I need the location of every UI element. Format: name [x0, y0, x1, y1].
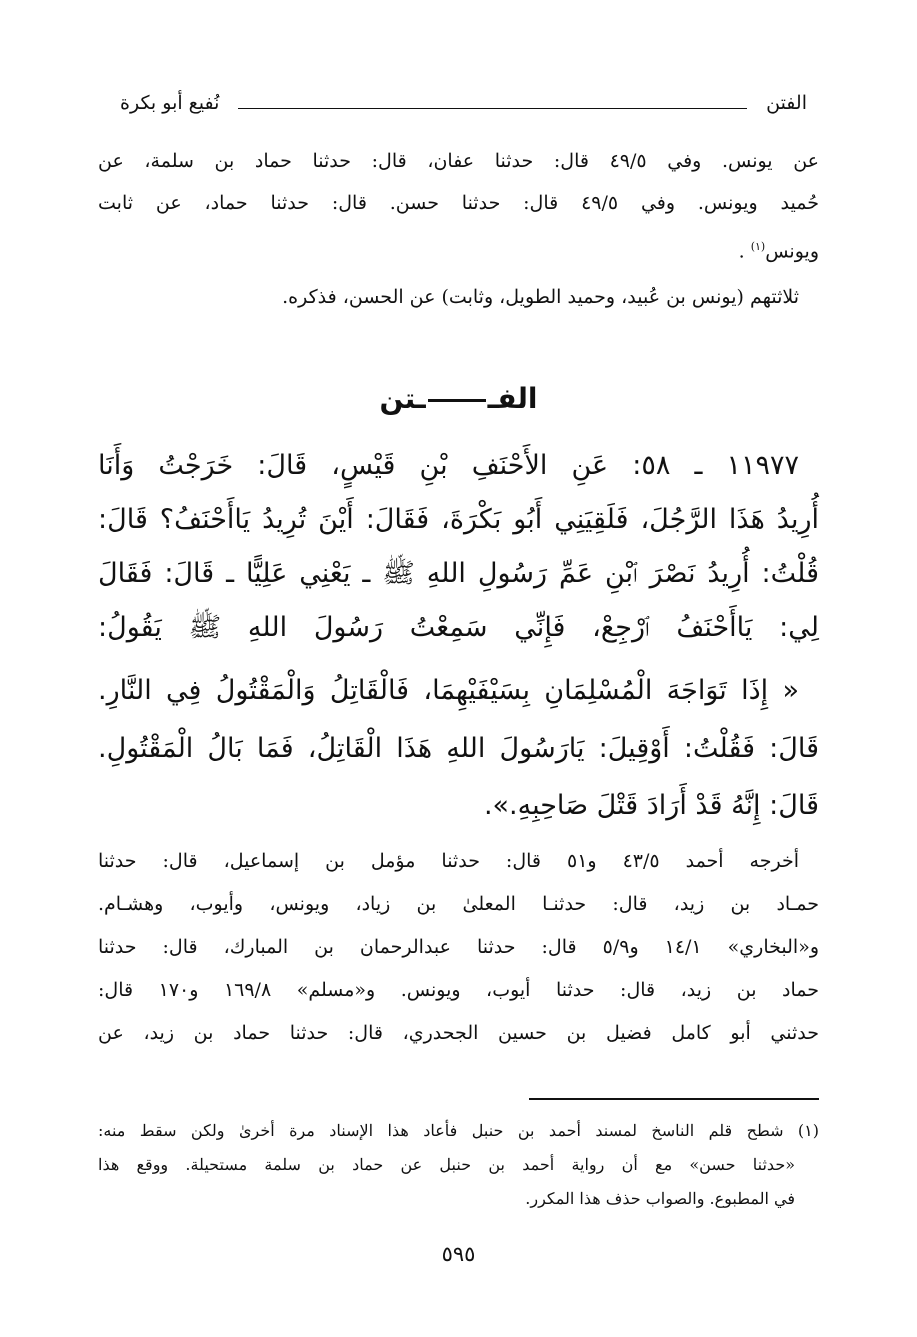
- text-line: حُميد ويونس. وفي ٤٩/٥ قال: حدثنا حسن. قال: حدثنا حماد، عن ثابت: [98, 192, 819, 214]
- prophetic-quote-line: « إِذَا تَوَاجَهَ الْمُسْلِمَانِ بِسَيْفَيْهِمَا، فَالْقَاتِلُ وَالْمَقْتُولُ فِي النَّارِ.: [98, 675, 799, 706]
- chapter-title: [0, 382, 917, 415]
- hadith-line: أُرِيدُ هَذَا الرَّجُلَ، فَلَقِيَنِي أَبُو بَكْرَةَ، فَقَالَ: أَيْنَ تُرِيدُ يَاأَحْنَفُ؟ قَالَ:: [98, 504, 819, 535]
- takhrij-line: حمـاد بن زيد، قال: حدثنـا المعلىٰ بن زياد، ويونس، وأيوب، وهشـام.: [98, 893, 819, 915]
- footnote-marker: (١): [750, 240, 766, 253]
- hadith-line: قُلْتُ: أُرِيدُ نَصْرَ ٱبْنِ عَمِّ رَسُولِ اللهِ ﷺ ـ يَعْنِي عَلِيًّا ـ قَالَ: فَقَالَ: [98, 558, 819, 589]
- header-chapter: الفتن: [766, 92, 807, 114]
- footnote-rule: [529, 1098, 819, 1100]
- footnote-line: (١) شطح قلم الناسخ لمسند أحمد بن حنبل فأعاد هذا الإسناد مرة أخرىٰ ولكن سقط منه:: [98, 1121, 819, 1140]
- text-fragment: ويونس: [765, 240, 819, 263]
- text-line: عن يونس. وفي ٤٩/٥ قال: حدثنا عفان، قال: حدثنا حماد بن سلمة، عن: [98, 150, 820, 172]
- running-header: [120, 92, 807, 124]
- chapter-title-part: الفـ: [487, 382, 538, 415]
- header-narrator: نُفيع أبو بكرة: [120, 92, 220, 114]
- takhrij-line: أخرجه أحمد ٤٣/٥ و٥١ قال: حدثنا مؤمل بن إسماعيل، قال: حدثنا: [98, 850, 799, 872]
- takhrij-line: حماد بن زيد، قال: حدثنا أيوب، ويونس. و«مسلم» ١٦٩/٨ و١٧٠ قال:: [98, 979, 819, 1001]
- text-line-with-note: ويونس$^{(١)}$ .: [738, 240, 819, 263]
- takhrij-line: حدثني أبو كامل فضيل بن حسين الجحدري، قال: حدثنا حماد بن زيد، عن: [98, 1022, 819, 1044]
- footnote-line: في المطبوع. والصواب حذف هذا المكرر.: [525, 1189, 795, 1208]
- hadith-line: لِي: يَاأَحْنَفُ ٱرْجِعْ، فَإِنِّي سَمِعْتُ رَسُولَ اللهِ ﷺ يَقُولُ:: [98, 612, 819, 643]
- prophetic-quote-line: قَالَ: فَقُلْتُ: أَوْقِيلَ: يَارَسُولَ اللهِ هَذَا الْقَاتِلُ، فَمَا بَالُ الْمَقْتُولِ.: [98, 733, 819, 764]
- takhrij-line: و«البخاري» ١٤/١ و٥/٩ قال: حدثنا عبدالرحمان بن المبارك، قال: حدثنا: [98, 936, 819, 958]
- hadith-line: ١١٩٧٧ ـ ٥٨: عَنِ الأَحْنَفِ بْنِ قَيْسٍ، قَالَ: خَرَجْتُ وَأَنَا: [98, 450, 800, 481]
- prophetic-quote-line: قَالَ: إِنَّهُ قَدْ أَرَادَ قَتْلَ صَاحِبِهِ.».: [483, 790, 819, 821]
- chapter-title-part: ـتن: [379, 382, 426, 415]
- header-rule: [238, 108, 747, 109]
- summary-line: ثلاثتهم (يونس بن عُبيد، وحميد الطويل، وثابت) عن الحسن، فذكره.: [282, 286, 799, 308]
- kashida-stroke: [428, 399, 486, 402]
- footnote-line: «حدثنا حسن» مع أن رواية أحمد بن حنبل عن حماد بن سلمة مستحيلة. ووقع هذا: [98, 1155, 795, 1174]
- page-number: ٥٩٥: [441, 1242, 476, 1266]
